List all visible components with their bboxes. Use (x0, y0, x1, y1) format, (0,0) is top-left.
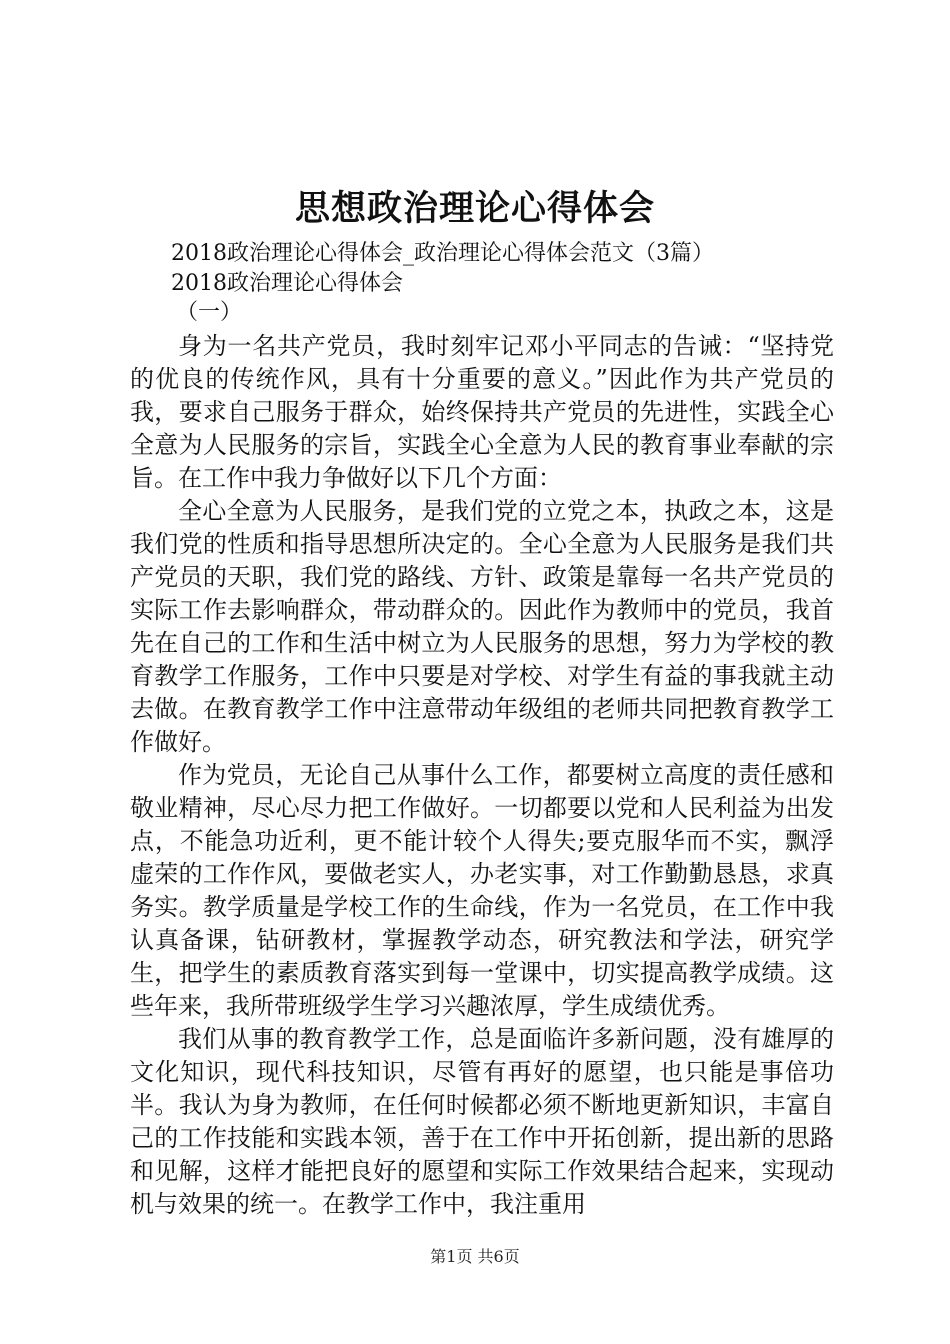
paragraph-1: 身为一名共产党员，我时刻牢记邓小平同志的告诫：“坚持党的优良的传统作风，具有十分重要的意义。”因此作为共产党员的我，要求自己服务于群众，始终保持共产党员的先进性，实践全心全意为人民服务的宗旨，实践全心全意为人民的教育事业奉献的宗旨。在工作中我力争做好以下几个方面： (130, 332, 834, 492)
paragraph-2: 全心全意为人民服务，是我们党的立党之本，执政之本，这是我们党的性质和指导思想所决定的。全心全意为人民服务是我们共产党员的天职，我们党的路线、方针、政策是靠每一名共产党员的实际工作去影响群众，带动群众的。因此作为教师中的党员，我首先在自己的工作和生活中树立为人民服务的思想，努力为学校的教育教学工作服务，工作中只要是对学校、对学生有益的事我就主动去做。在教育教学工作中注意带动年级组的老师共同把教育教学工作做好。 (130, 497, 834, 756)
paragraph-3: 作为党员，无论自己从事什么工作，都要树立高度的责任感和敬业精神，尽心尽力把工作做好。一切都要以党和人民利益为出发点，不能急功近利，更不能计较个人得失;要克服华而不实，飘浮虚荣的工作作风，要做老实人，办老实事，对工作勤勤恳恳，求真务实。教学质量是学校工作的生命线，作为一名党员，在工作中我认真备课，钻研教材，掌握教学动态，研究教法和学法，研究学生，把学生的素质教育落实到每一堂课中，切实提高教学成绩。这些年来，我所带班级学生学习兴趣浓厚，学生成绩优秀。 (130, 761, 834, 1020)
subtitle-line-2: 2018政治理论心得体会 (171, 271, 403, 296)
section-number: （一） (176, 300, 243, 325)
paragraph-4: 我们从事的教育教学工作，总是面临许多新问题，没有雄厚的文化知识，现代科技知识，尽管有再好的愿望，也只能是事倍功半。我认为身为教师，在任何时候都必须不断地更新知识，丰富自己的工作技能和实践本领，善于在工作中开拓创新，提出新的思路和见解，这样才能把良好的愿望和实际工作效果结合起来，实现动机与效果的统一。在教学工作中，我注重用 (130, 1025, 834, 1218)
document-title: 思想政治理论心得体会 (294, 188, 655, 229)
subtitle-line-1: 2018政治理论心得体会_政治理论心得体会范文（3篇） (171, 241, 714, 266)
body-text (130, 330, 834, 1221)
page-footer: 第1页 共6页 (430, 1247, 520, 1266)
